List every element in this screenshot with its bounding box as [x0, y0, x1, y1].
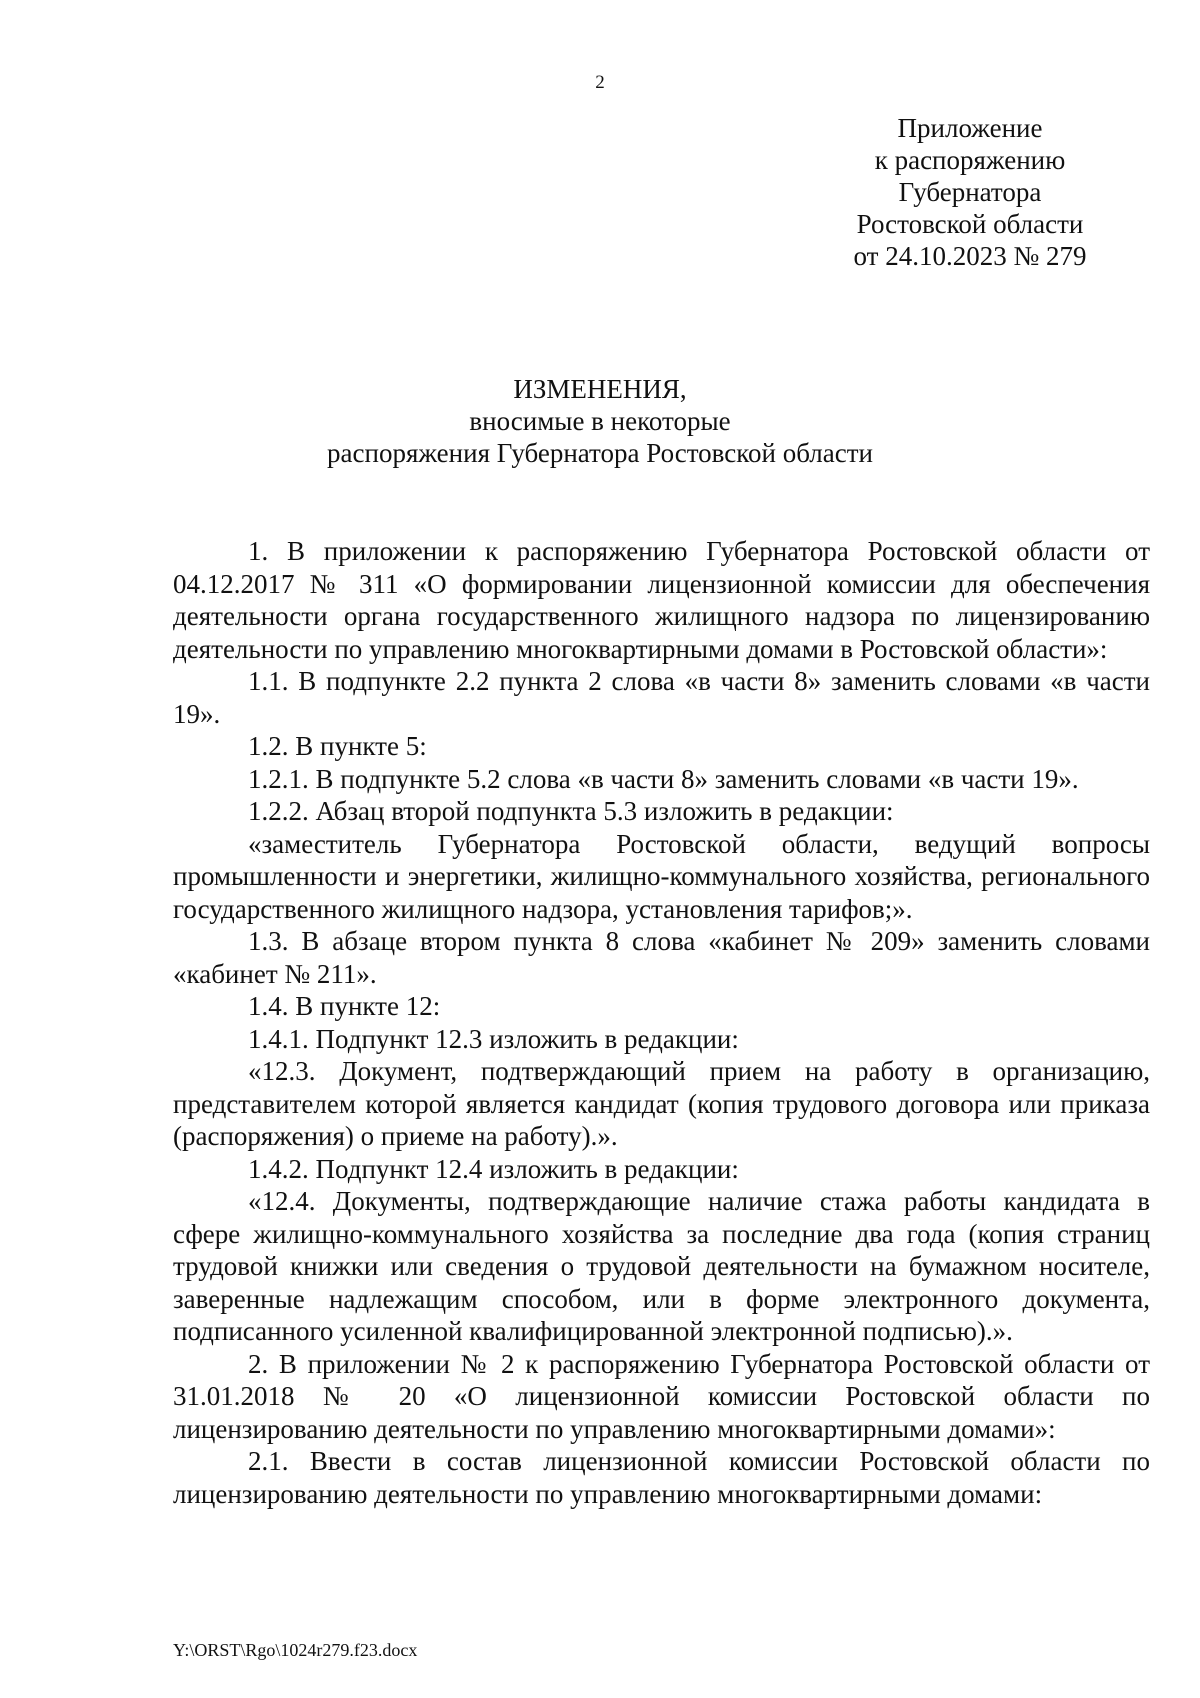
paragraph: 1.3. В абзаце втором пункта 8 слова «кабинет № 209» заменить словами «кабинет № 211».: [173, 926, 1150, 989]
paragraph: «12.3. Документ, подтверждающий прием на работу в организацию, представителем которой является кандидат (копия трудового договора или приказа (распоряжения) о приеме на работу).».: [173, 1056, 1150, 1151]
paragraph: 1.4. В пункте 12:: [248, 991, 441, 1021]
paragraph: 1.2. В пункте 5:: [248, 731, 427, 761]
paragraph: 2. В приложении № 2 к распоряжению Губернатора Ростовской области от 31.01.2018 № 20 «О лицензионной комиссии Ростовской области по лицензированию деятельности по управлению многоквартирными домами»:: [173, 1348, 1150, 1444]
appendix-line: к распоряжению: [874, 145, 1066, 175]
document-title: [0, 373, 1200, 469]
appendix-line: Приложение: [897, 113, 1043, 143]
appendix-line: Губернатора: [898, 177, 1042, 207]
file-path-footer: Y:\ORST\Rgo\1024r279.f23.docx: [173, 1640, 418, 1660]
paragraph: «12.4. Документы, подтверждающие наличие стажа работы кандидата в сфере жилищно-коммунального хозяйства за последние два года (копия страниц трудовой книжки или сведения о трудовой деятельности на бумажном носителе, заверенные надлежащим способом, или в форме электронного документа, подписанного усиленной квалифицированной электронной подписью).».: [173, 1186, 1150, 1346]
title-subtitle: вносимые в некоторые: [469, 406, 731, 436]
appendix-block: [820, 112, 1120, 272]
paragraph: 1. В приложении к распоряжению Губернатора Ростовской области от 04.12.2017 № 311 «О формировании лицензионной комиссии для обеспечения деятельности органа государственного жилищного надзора по лицензированию деятельности по управлению многоквартирными домами в Ростовской области»:: [173, 536, 1150, 664]
paragraph: «заместитель Губернатора Ростовской области, ведущий вопросы промышленности и энергетики, жилищно-коммунального хозяйства, регионального государственного жилищного надзора, установления тарифов;».: [173, 828, 1150, 924]
paragraph: 1.4.2. Подпункт 12.4 изложить в редакции:: [248, 1153, 739, 1184]
paragraph: 1.1. В подпункте 2.2 пункта 2 слова «в части 8» заменить словами «в части 19».: [173, 666, 1150, 729]
page-number: 2: [595, 72, 605, 93]
appendix-line: Ростовской области: [856, 209, 1084, 239]
document-body: [173, 535, 1150, 1510]
paragraph: 1.2.1. В подпункте 5.2 слова «в части 8» заменить словами «в части 19».: [248, 763, 1079, 794]
paragraph: 1.4.1. Подпункт 12.3 изложить в редакции:: [248, 1023, 739, 1054]
title-heading: ИЗМЕНЕНИЯ,: [513, 374, 687, 404]
title-subtitle: распоряжения Губернатора Ростовской области: [327, 438, 873, 468]
paragraph: 2.1. Ввести в состав лицензионной комиссии Ростовской области по лицензированию деятельности по управлению многоквартирными домами:: [173, 1446, 1150, 1509]
paragraph: 1.2.2. Абзац второй подпункта 5.3 изложить в редакции:: [248, 796, 894, 826]
appendix-line: от 24.10.2023 № 279: [853, 241, 1087, 271]
